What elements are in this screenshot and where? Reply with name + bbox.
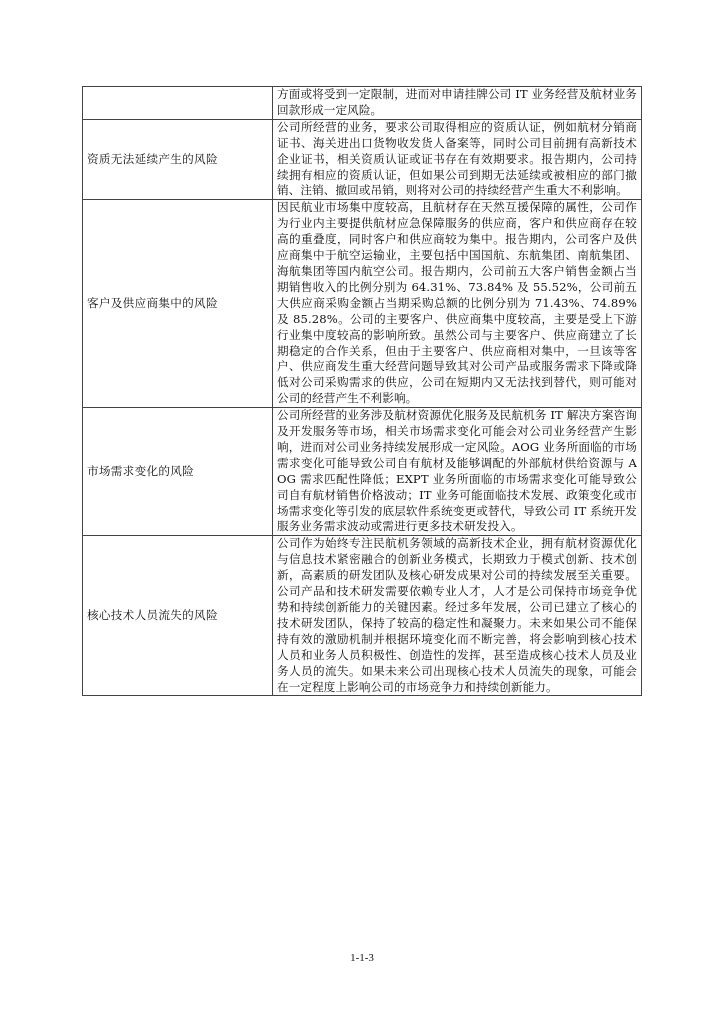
- risk-name-cell: 核心技术人员流失的风险: [83, 536, 273, 696]
- risk-description-cell: 公司作为始终专注民航机务领域的高新技术企业，拥有航材资源优化与信息技术紧密融合的创新业务模式，长期致力于模式创新、技术创新，高素质的研发团队及核心研发成果对公司的持续发展至关重要。公司产品和技术研发需要依赖专业人才，人才是公司保持市场竞争优势和持续创新能力的关键因素。经过多年发展，公司已建立了核心的技术研发团队，保持了较高的稳定性和凝聚力。未来如果公司不能保持有效的激励机制并根据环境变化而不断完善，将会影响到核心技术人员和业务人员积极性、创造性的发挥，甚至造成核心技术人员及业务人员的流失。如果未来公司出现核心技术人员流失的现象，可能会在一定程度上影响公司的市场竞争力和持续创新能力。: [273, 536, 642, 696]
- risk-name-cell: 市场需求变化的风险: [83, 408, 273, 536]
- risk-description-cell: 方面或将受到一定限制，进而对申请挂牌公司 IT 业务经营及航材业务回款形成一定风险。: [273, 87, 642, 120]
- table-row: [83, 87, 642, 120]
- risk-description-cell: 公司所经营的业务涉及航材资源优化服务及民航机务 IT 解决方案咨询及开发服务等市场，相关市场需求变化可能会对公司业务经营产生影响，进而对公司业务持续发展形成一定风险。AOG 业务所面临的市场需求变化可能导致公司自有航材及能够调配的外部航材供给资源与 AOG 需求匹配性降低；EXPT 业务所面临的市场需求变化可能导致公司自有航材销售价格波动；IT 业务可能面临技术发展、政策变化或市场需求变化等引发的底层软件系统变更或替代，导致公司 IT 系统开发服务业务需求波动或需进行更多技术研发投入。: [273, 408, 642, 536]
- table-row: [83, 408, 642, 536]
- risk-name-cell: 资质无法延续产生的风险: [83, 119, 273, 200]
- risk-name-cell: 客户及供应商集中的风险: [83, 200, 273, 408]
- risk-factors-table: [82, 86, 642, 696]
- risk-name-cell: [83, 87, 273, 120]
- risk-description-cell: 公司所经营的业务，要求公司取得相应的资质认证，例如航材分销商证书、海关进出口货物收发货人备案等，同时公司目前拥有高新技术企业证书，相关资质认证或证书存在有效期要求。报告期内，公司持续拥有相应的资质认证，但如果公司到期无法延续或被相应的部门撤销、注销、撤回或吊销，则将对公司的持续经营产生重大不利影响。: [273, 119, 642, 200]
- page-number: 1-1-3: [350, 952, 374, 964]
- table-row: [83, 119, 642, 200]
- risk-description-cell: 因民航业市场集中度较高，且航材存在天然互援保障的属性，公司作为行业内主要提供航材应急保障服务的供应商，客户和供应商存在较高的重叠度，同时客户和供应商较为集中。报告期内，公司客户及供应商集中于航空运输业，主要包括中国国航、东航集团、南航集团、海航集团等国内航空公司。报告期内，公司前五大客户销售金额占当期销售收入的比例分别为 64.31%、73.84% 及 55.52%，公司前五大供应商采购金额占当期采购总额的比例分别为 71.43%、74.89%及 85.28%。公司的主要客户、供应商集中度较高，主要是受上下游行业集中度较高的影响所致。虽然公司与主要客户、供应商建立了长期稳定的合作关系，但由于主要客户、供应商相对集中，一旦该等客户、供应商发生重大经营问题导致其对公司产品或服务需求下降或降低对公司采购需求的供应，公司在短期内又无法找到替代，则可能对公司的经营产生不利影响。: [273, 200, 642, 408]
- table-row: [83, 200, 642, 408]
- table-row: [83, 536, 642, 696]
